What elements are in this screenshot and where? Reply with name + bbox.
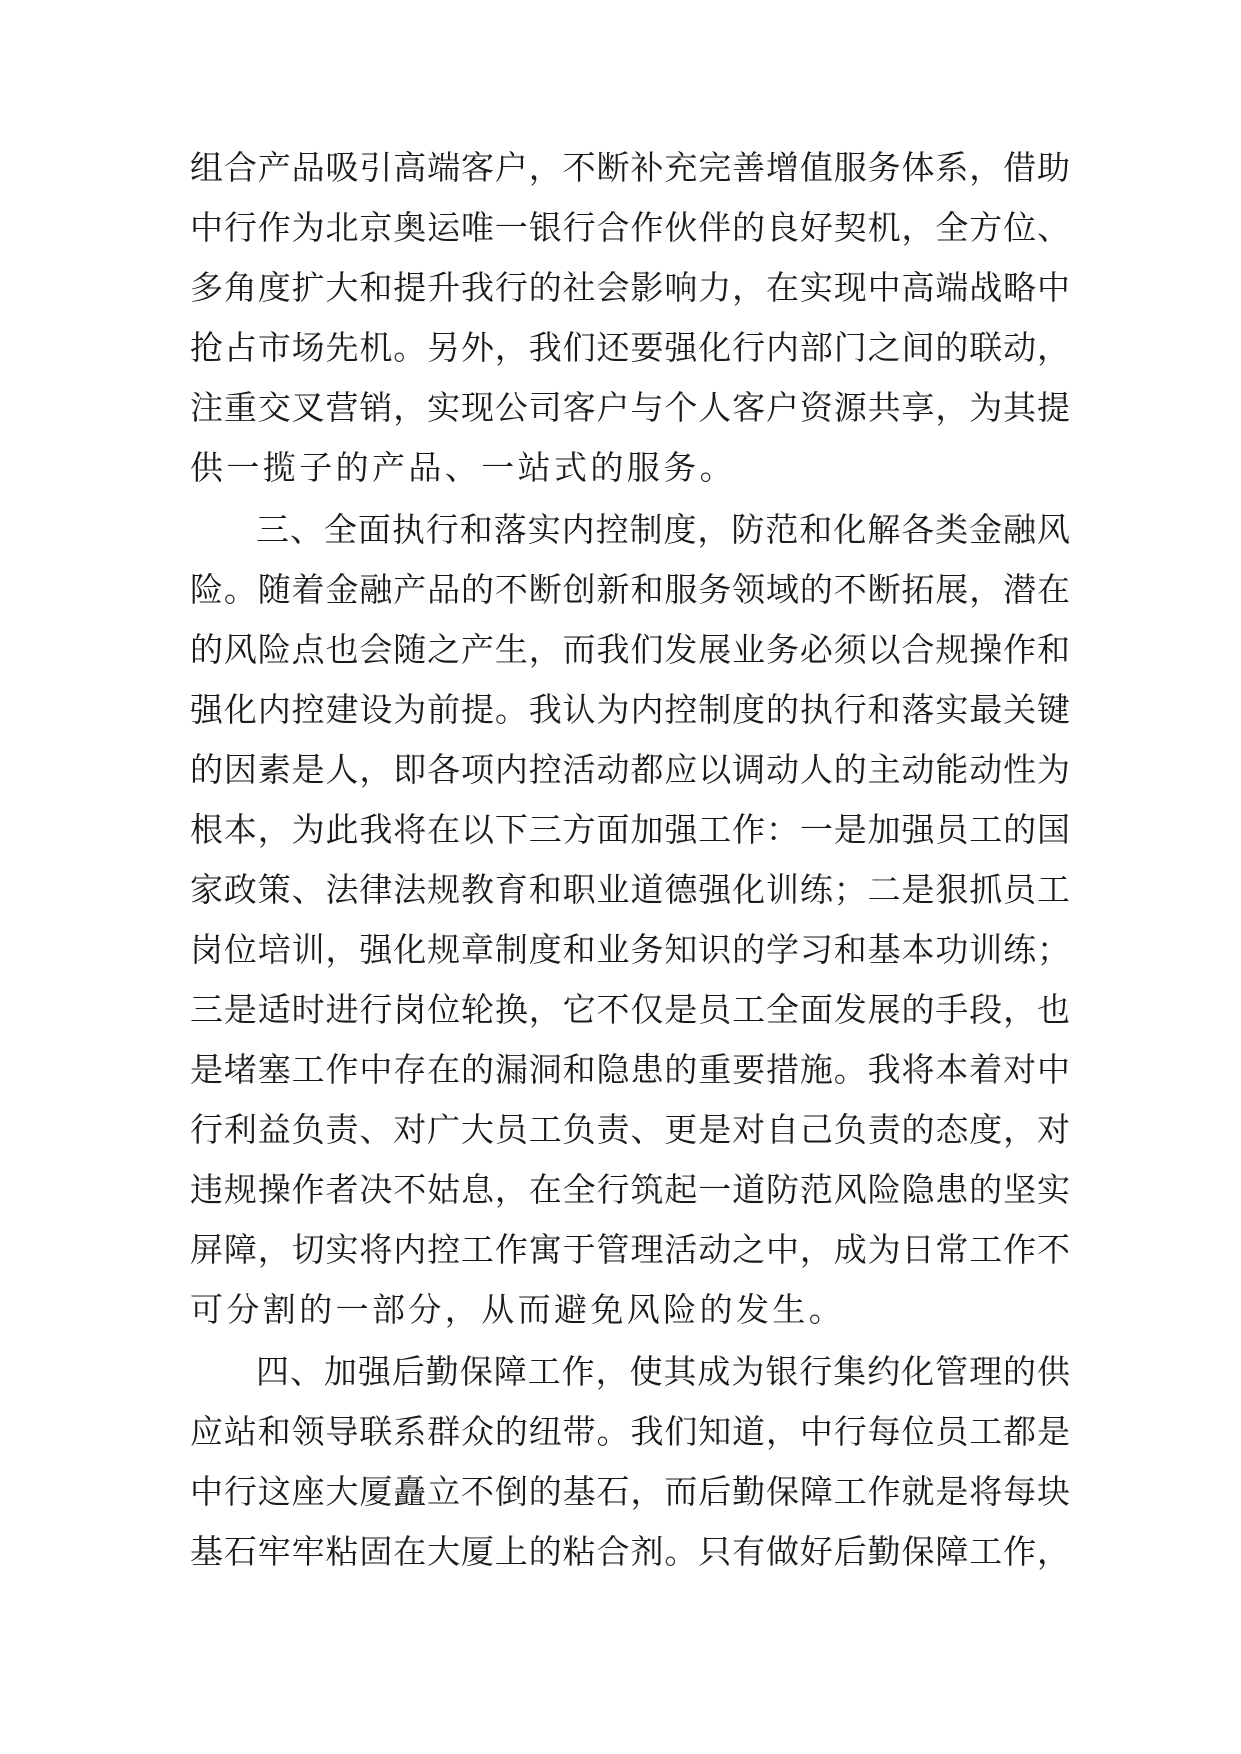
text-line: 中行这座大厦矗立不倒的基石，而后勤保障工作就是将每块 (190, 1472, 1070, 1511)
text-line: 强化内控建设为前提。我认为内控制度的执行和落实最关键 (190, 690, 1070, 729)
text-line: 应站和领导联系群众的纽带。我们知道，中行每位员工都是 (190, 1412, 1070, 1451)
text-line: 行利益负责、对广大员工负责、更是对自己负责的态度，对 (190, 1110, 1070, 1149)
text-line: 违规操作者决不姑息，在全行筑起一道防范风险隐患的坚实 (190, 1170, 1070, 1209)
paragraph-heading-line: 三、全面执行和落实内控制度，防范和化解各类金融风 (256, 510, 1070, 549)
text-line: 险。随着金融产品的不断创新和服务领域的不断拓展，潜在 (190, 570, 1070, 609)
text-line: 基石牢牢粘固在大厦上的粘合剂。只有做好后勤保障工作， (190, 1532, 1070, 1571)
text-line: 组合产品吸引高端客户，不断补充完善增值服务体系，借助 (190, 148, 1070, 187)
text-line: 供一揽子的产品、一站式的服务。 (190, 448, 736, 487)
text-line: 屏障，切实将内控工作寓于管理活动之中，成为日常工作不 (190, 1230, 1070, 1269)
text-line: 抢占市场先机。另外，我们还要强化行内部门之间的联动， (190, 328, 1070, 367)
text-line: 三是适时进行岗位轮换，它不仅是员工全面发展的手段，也 (190, 990, 1070, 1029)
text-line: 岗位培训，强化规章制度和业务知识的学习和基本功训练； (190, 930, 1070, 969)
text-line: 的因素是人，即各项内控活动都应以调动人的主动能动性为 (190, 750, 1070, 789)
text-line: 中行作为北京奥运唯一银行合作伙伴的良好契机，全方位、 (190, 208, 1070, 247)
text-line: 的风险点也会随之产生，而我们发展业务必须以合规操作和 (190, 630, 1070, 669)
text-line: 根本，为此我将在以下三方面加强工作：一是加强员工的国 (190, 810, 1070, 849)
text-line: 注重交叉营销，实现公司客户与个人客户资源共享，为其提 (190, 388, 1070, 427)
text-line: 多角度扩大和提升我行的社会影响力，在实现中高端战略中 (190, 268, 1070, 307)
paragraph-heading-line: 四、加强后勤保障工作，使其成为银行集约化管理的供 (256, 1352, 1070, 1391)
text-line: 是堵塞工作中存在的漏洞和隐患的重要措施。我将本着对中 (190, 1050, 1070, 1089)
text-line: 可分割的一部分，从而避免风险的发生。 (190, 1290, 846, 1329)
text-line: 家政策、法律法规教育和职业道德强化训练；二是狠抓员工 (190, 870, 1070, 909)
